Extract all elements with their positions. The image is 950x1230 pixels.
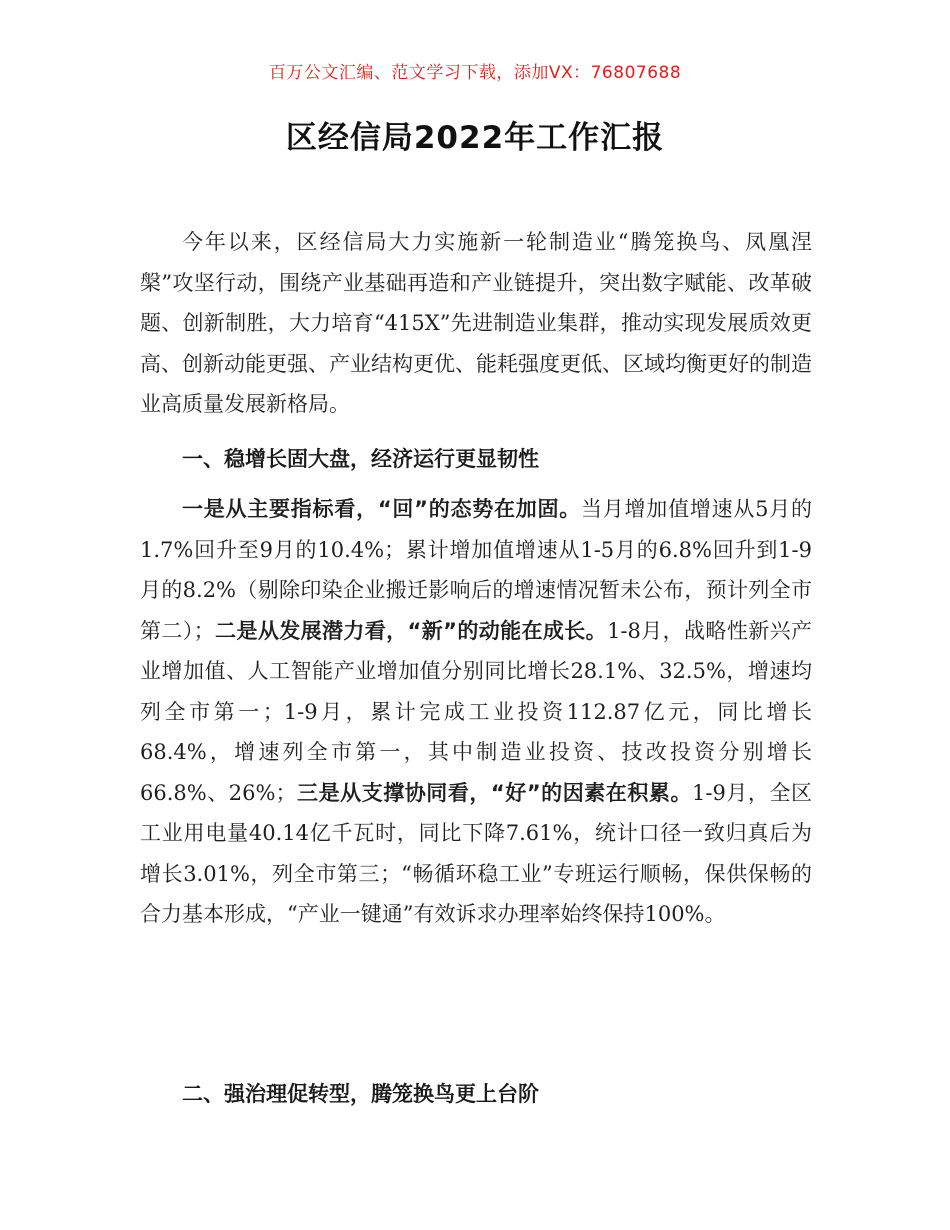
watermark-text: 百万公文汇编、范文学习下载，添加VX：76807688 <box>268 63 682 83</box>
intro-paragraph: 今年以来，区经信局大力实施新一轮制造业“腾笼换鸟、凤凰涅槃”攻坚行动，围绕产业基础再造和产业链提升，突出数字赋能、改革破题、创新制胜，大力培育“415X”先进制造业集群，推动实现发展质效更高、创新动能更强、产业结构更优、能耗强度更低、区域均衡更好的制造业高质量发展新格局。 <box>140 230 812 416</box>
lead-1: 一是从主要指标看，“回”的态势在加固。 <box>182 497 582 521</box>
section-1-paragraph <box>140 489 812 935</box>
document-body <box>140 222 812 935</box>
text-1: 当月增加值增速从5月的1.7%回升至9月的10.4%；累计增加值增速从1-5月的6.8%回升到1-9月的8.2%（剔除印染企业搬迁影响后的增速情况暂未公布，预计列全市第二）； <box>140 497 812 643</box>
document-title: 区经信局2022年工作汇报 <box>285 120 665 156</box>
text-2: 1-8月，战略性新兴产业增加值、人工智能产业增加值分别同比增长28.1%、32.5%，增速均列全市第一；1-9月，累计完成工业投资112.87亿元，同比增长68.4%，增速列全市第一，其中制造业投资、技改投资分别增长66.8%、26%； <box>140 618 812 805</box>
section-2-container <box>140 1074 812 1115</box>
lead-2: 二是从发展潜力看，“新”的动能在成长。 <box>214 618 608 643</box>
section-2-heading: 二、强治理促转型，腾笼换鸟更上台阶 <box>182 1082 539 1106</box>
section-1-heading: 一、稳增长固大盘，经济运行更显韧性 <box>182 446 539 471</box>
lead-3: 三是从支撑协同看，“好”的因素在积累。 <box>296 780 692 805</box>
text-3: 1-9月，全区工业用电量40.14亿千瓦时，同比下降7.61%，统计口径一致归真后为增长3.01%，列全市第三；“畅循环稳工业”专班运行顺畅，保供保畅的合力基本形成，“产业一键通”有效诉求办理率始终保持100%。 <box>140 780 812 926</box>
